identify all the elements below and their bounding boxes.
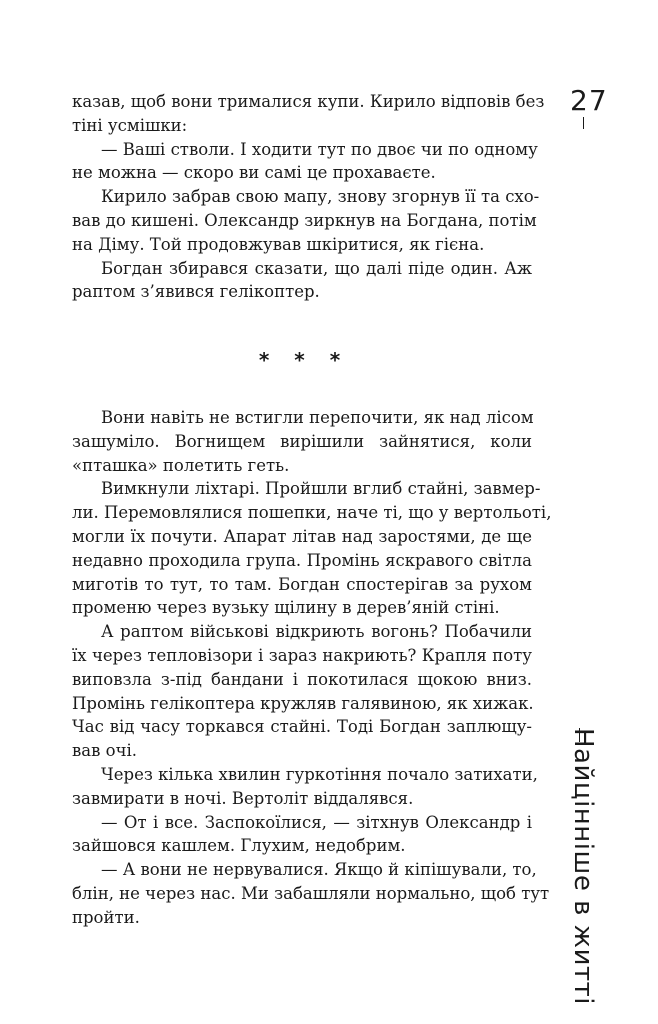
text-line: Через кілька хвилин гуркотіння почало затихати,	[101, 764, 538, 784]
page-number: 27	[570, 84, 608, 117]
side-book-title: Найцінніше в житті	[568, 728, 598, 1005]
text-line: раптом з’явився гелікоптер.	[72, 282, 320, 302]
text-line: зайшовся кашлем. Глухим, недобрим.	[72, 836, 406, 856]
text-line: Вимкнули ліхтарі. Пройшли вглиб стайні, завмер-	[101, 479, 541, 499]
text-line: миготів то тут, то там. Богдан спостерігав за рухом	[72, 574, 532, 594]
page-number-rule	[583, 117, 584, 129]
text-line: А раптом військові відкриють вогонь? Побачили	[101, 622, 532, 642]
text-line: тіні усмішки:	[72, 115, 188, 135]
text-line: — А вони не нервувалися. Якщо й кіпішували, то,	[101, 860, 537, 880]
section-separator: * * *	[258, 348, 350, 372]
text-line: Кирило забрав свою мапу, знову згорнув її та схо-	[101, 187, 540, 207]
text-line: недавно проходила група. Промінь яскравого світла	[72, 550, 532, 570]
text-line: ли. Перемовлялися пошепки, наче ті, що у вертольоті,	[72, 503, 552, 523]
text-line: їх через тепловізори і зараз накриють? Крапля поту	[72, 645, 532, 665]
text-block-top	[72, 90, 545, 304]
text-line: на Діму. Той продовжував шкіритися, як гієна.	[72, 234, 485, 254]
text-block-bottom	[72, 406, 552, 930]
text-line: — От і все. Заспокоїлися, — зітхнув Олександр і	[101, 812, 532, 832]
text-line: Богдан збирався сказати, що далі піде один. Аж	[101, 258, 532, 278]
text-line: зашуміло. Вогнищем вирішили зайнятися, коли	[72, 431, 532, 451]
text-line: казав, щоб вони трималися купи. Кирило відповів без	[72, 92, 545, 111]
text-line: Вони навіть не встигли перепочити, як над лісом	[101, 408, 534, 427]
text-line: виповзла з-під бандани і покотилася щокою вниз.	[72, 669, 532, 689]
text-line: «пташка» полетить геть.	[72, 455, 290, 475]
text-line: завмирати в ночі. Вертоліт віддалявся.	[72, 788, 414, 808]
text-line: — Ваші стволи. І ходити тут по двоє чи по одному	[101, 139, 538, 159]
text-line: вав очі.	[72, 741, 138, 761]
text-line: вав до кишені. Олександр зиркнув на Богдана, потім	[72, 210, 537, 230]
text-line: не можна — скоро ви самі це прохаваєте.	[72, 163, 436, 183]
text-line: променю через вузьку щілину в дерев’яній стіні.	[72, 598, 500, 618]
text-line: пройти.	[72, 907, 140, 927]
text-line: Промінь гелікоптера кружляв галявиною, як хижак.	[72, 693, 534, 713]
text-line: могли їх почути. Апарат літав над заростями, де ще	[72, 526, 532, 546]
text-line: блін, не через нас. Ми забашляли нормально, щоб тут	[72, 883, 550, 903]
text-line: Час від часу торкався стайні. Тоді Богдан заплющу-	[72, 717, 532, 737]
